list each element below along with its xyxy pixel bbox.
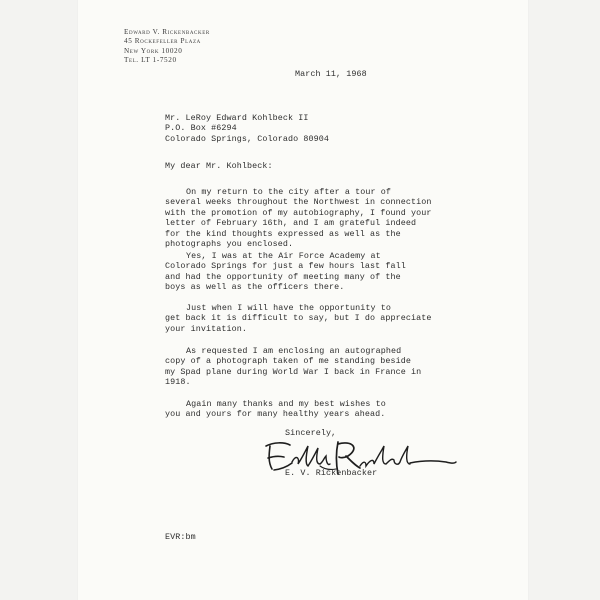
body-line: several weeks throughout the Northwest in connection [165,197,432,208]
body-line: Yes, I was at the Air Force Academy at [186,251,381,261]
recipient-line: P.O. Box #6294 [165,123,237,134]
body-line: photographs you enclosed. [165,239,294,250]
body-line: As requested I am enclosing an autographed [186,346,402,356]
closing: Sincerely, [285,428,337,438]
salutation: My dear Mr. Kohlbeck: [165,161,273,171]
body-paragraph-3 [165,303,432,334]
recipient-line: Mr. LeRoy Edward Kohlbeck II [165,113,309,123]
typed-signature: E. V. Rickenbacker [285,468,378,478]
body-line: Colorado Springs for just a few hours last fall [165,261,406,272]
letter-page [78,0,528,600]
body-line: boys as well as the officers there. [165,282,345,293]
body-paragraph-2 [165,251,406,293]
body-line: and had the opportunity of meeting many of the [165,271,401,282]
letterhead [124,28,210,66]
letterhead-name: Edward V. Rickenbacker [124,28,210,36]
letterhead-phone: Tel. LT 1-7520 [124,56,177,65]
body-line: with the promotion of my autobiography, I found your [165,207,432,218]
body-line: for the kind thoughts expressed as well as the [165,228,401,239]
body-line: you and yours for many healthy years ahead. [165,409,386,420]
body-line: get back it is difficult to say, but I do appreciate [165,313,432,324]
letter-date: March 11, 1968 [295,69,367,79]
body-line: copy of a photograph taken of me standing beside [165,356,412,367]
body-line: 1918. [165,377,191,388]
letterhead-street: 45 Rockefeller Plaza [124,37,201,46]
letterhead-city: New York 10020 [124,46,183,55]
body-paragraph-5 [165,399,386,420]
body-paragraph-1 [165,187,432,250]
body-line: On my return to the city after a tour of [186,187,392,197]
body-line: Again many thanks and my best wishes to [186,399,386,409]
body-line: your invitation. [165,323,248,334]
recipient-address [165,113,329,144]
recipient-line: Colorado Springs, Colorado 80904 [165,133,330,144]
typist-initials: EVR:bm [165,532,196,542]
body-paragraph-4 [165,346,422,388]
body-line: Just when I will have the opportunity to [186,303,392,313]
body-line: my Spad plane during World War I back in France in [165,366,422,377]
body-line: letter of February 16th, and I am grateful indeed [165,218,417,229]
